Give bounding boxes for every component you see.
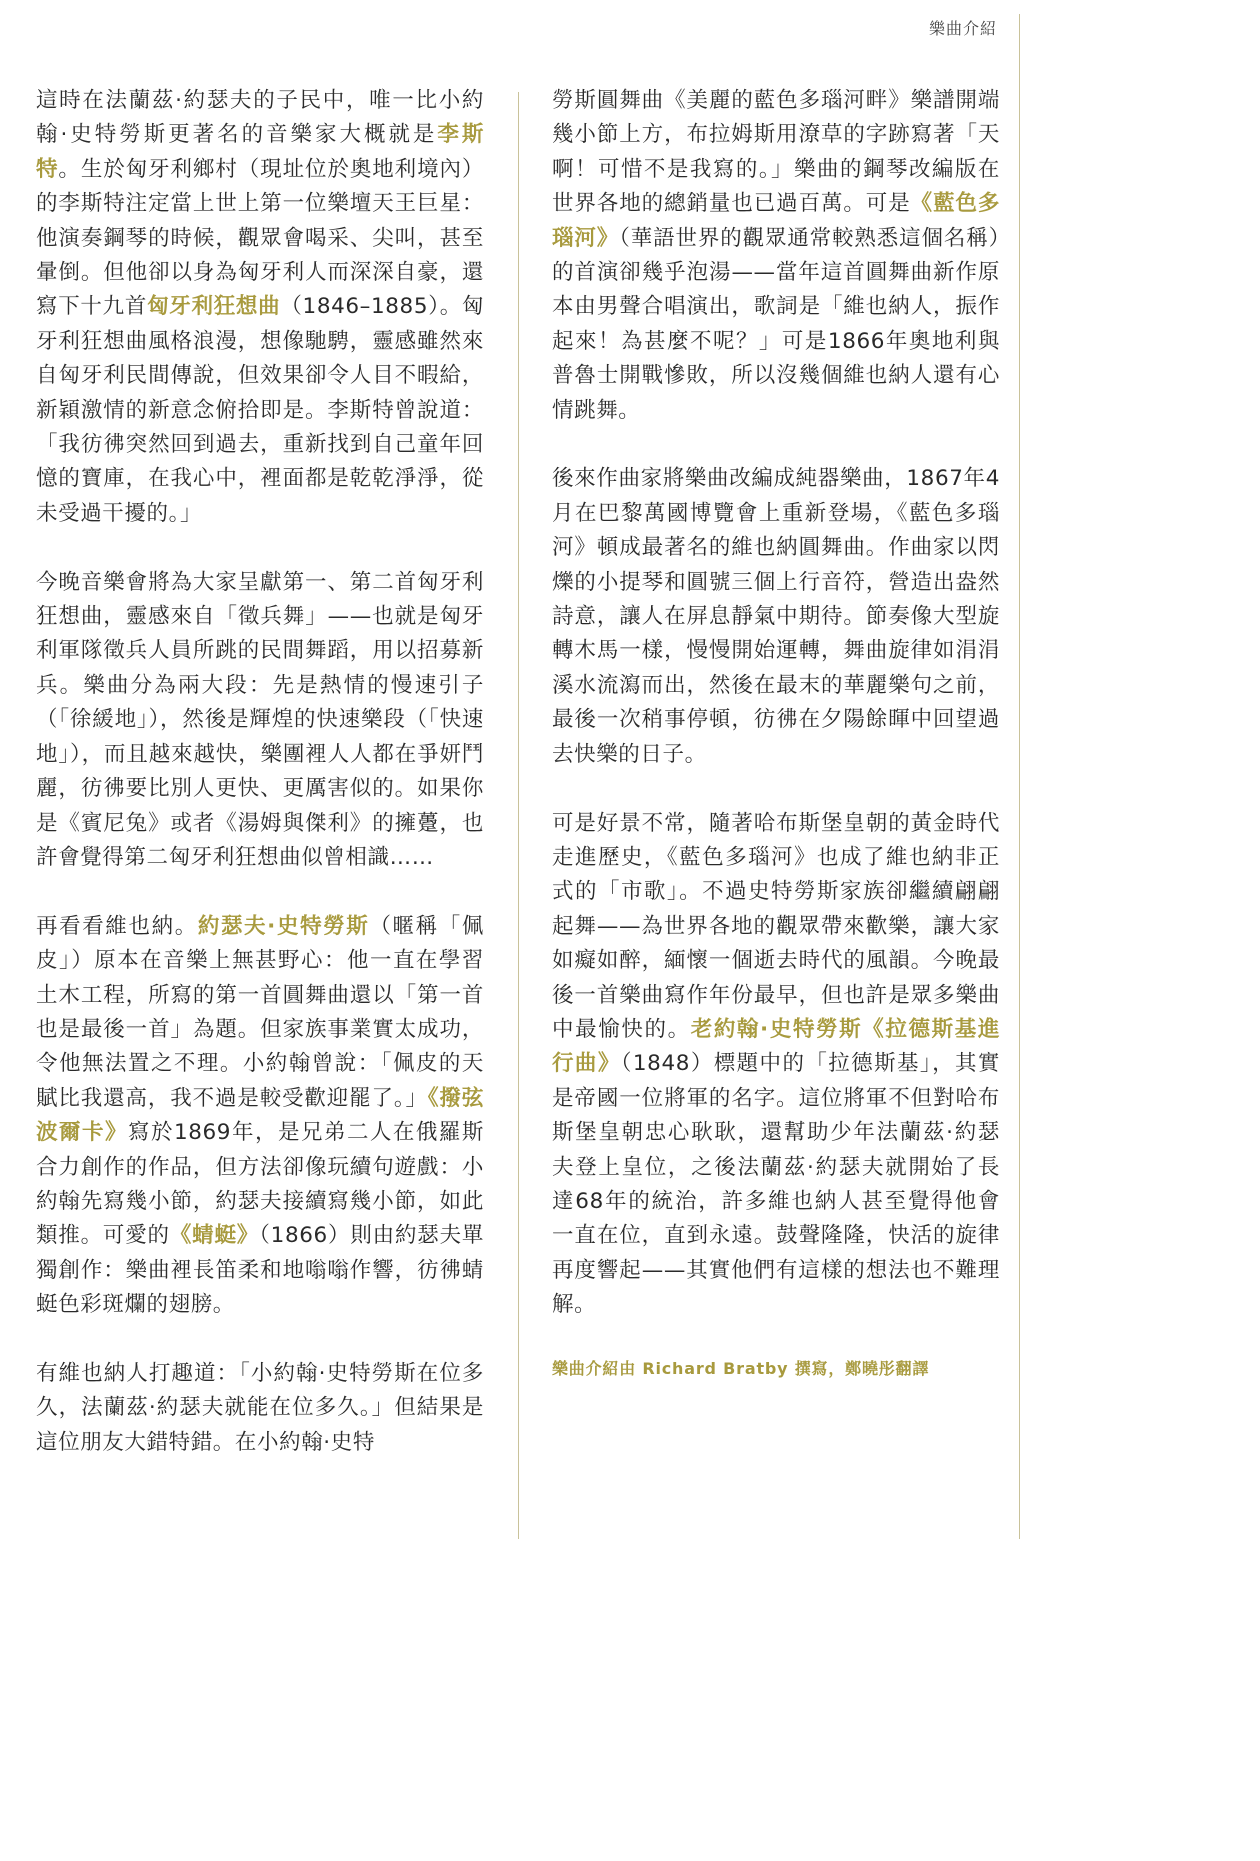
paragraph-vienna-joke: 有維也納人打趣道：「小約翰·史特勞斯在位多久，法蘭茲·約瑟夫就能在位多久。」但結果是這位朋友大錯特錯。在小約翰·史特 [36, 1360, 484, 1455]
section-header: 樂曲介紹 [928, 19, 997, 38]
paragraph-rhapsody-programme: 今晚音樂會將為大家呈獻第一、第二首匈牙利狂想曲，靈感來自「徵兵舞」——也就是匈牙利軍隊徵兵人員所跳的民間舞蹈，用以招募新兵。樂曲分為兩大段：先是熱情的慢速引子（「徐緩地」），然後是輝煌的快速樂段（「快速地」），而且越來越快，樂團裡人人都在爭妍鬥麗，彷彿要比別人更快、更厲害似的。如果你是《賓尼兔》或者《湯姆與傑利》的擁躉，也許會覺得第二匈牙利狂想曲似曾相識…… [36, 569, 484, 870]
text-run: （1848）標題中的「拉德斯基」，其實是帝國一位將軍的名字。這位將軍不但對哈布斯堡皇朝忠心耿耿，還幫助少年法蘭茲·約瑟夫登上皇位，之後法蘭茲·約瑟夫就開始了長達68年的統治，許多維也納人甚至覺得他會一直在位，直到永遠。鼓聲隆隆，快活的旋律再度響起——其實他們有這樣的想法也不難理解。 [552, 1051, 1000, 1318]
text-run: （暱稱「佩皮」）原本在音樂上無甚野心：他一直在學習土木工程，所寫的第一首圓舞曲還以「第一首也是最後一首」為題。但家族事業實太成功，令他無法置之不理。小約翰曾說：「佩皮的天賦比我還高，我不過是較受歡迎罷了。」 [36, 913, 485, 1111]
highlight-liszt: 李斯特 [36, 122, 484, 182]
text-run: （華語世界的觀眾通常較熟悉這個名稱）的首演卻幾乎泡湯——當年這首圓舞曲新作原本由男聲合唱演出，歌詞是「維也納人，振作起來！為甚麼不呢？」可是1866年奧地利與普魯士開戰慘敗，所以沒幾個維也納人還有心情跳舞。 [552, 225, 1000, 423]
highlight-blue-danube: 《藍色多瑙河》 [552, 191, 1001, 251]
page-edge-rule [1019, 14, 1020, 1539]
highlight-hungarian-rhapsody: 匈牙利狂想曲 [147, 294, 281, 320]
text-run: 勞斯圓舞曲《美麗的藍色多瑙河畔》樂譜開端幾小節上方，布拉姆斯用潦草的字跡寫著「天啊！可惜不是我寫的。」樂曲的鋼琴改編版在世界各地的總銷量也已過百萬。可是 [552, 88, 1000, 217]
text-run: （1846–1885）。匈牙利狂想曲風格浪漫，想像馳騁，靈感雖然來自匈牙利民間傳說，但效果卻令人目不暇給，新穎激情的新意念俯拾即是。李斯特曾說道：「我彷彿突然回到過去，重新找到自己童年回憶的寶庫，在我心中，裡面都是乾乾淨淨，從未受過干擾的。」 [36, 294, 484, 526]
text-run: 寫於1869年，是兄弟二人在俄羅斯合力創作的作品，但方法卻像玩續句遊戲：小約翰先寫幾小節，約瑟夫接續寫幾小節，如此類推。可愛的 [36, 1120, 485, 1249]
highlight-pizzicato-polka: 《撥弦波爾卡》 [36, 1085, 484, 1146]
column-divider [518, 92, 519, 1539]
left-column [36, 84, 484, 1495]
text-run: （1866）則由約瑟夫單獨創作：樂曲裡長笛柔和地嗡嗡作響，彷彿蜻蜓色彩斑爛的翅膀。 [36, 1223, 484, 1318]
text-run: 這時在法蘭茲·約瑟夫的子民中，唯一比小約翰·史特勞斯更著名的音樂家大概就是 [36, 88, 484, 148]
highlight-radetzky-march: 老約翰·史特勞斯《拉德斯基進行曲》 [552, 1016, 1000, 1077]
paragraph-blue-danube [552, 84, 1000, 428]
paragraph-josef-strauss [36, 910, 484, 1323]
right-column [552, 84, 1000, 1381]
author-credit: 樂曲介紹由 Richard Bratby 撰寫，鄭曉彤翻譯 [552, 1358, 930, 1378]
text-run: 再看看維也納。 [36, 913, 198, 939]
paragraph-radetzky [552, 807, 1000, 1323]
paragraph-orchestral-version: 後來作曲家將樂曲改編成純器樂曲，1867年4月在巴黎萬國博覽會上重新登場，《藍色多瑙河》頓成最著名的維也納圓舞曲。作曲家以閃爍的小提琴和圓號三個上行音符，營造出盎然詩意，讓人在屏息靜氣中期待。節奏像大型旋轉木馬一樣，慢慢開始運轉，舞曲旋律如涓涓溪水流瀉而出，然後在最末的華麗樂句之前，最後一次稍事停頓，彷彿在夕陽餘暉中回望過去快樂的日子。 [552, 466, 1000, 767]
paragraph-liszt [36, 84, 484, 531]
text-run: 。生於匈牙利鄉村（現址位於奧地利境內）的李斯特注定當上世上第一位樂壇天王巨星：他演奏鋼琴的時候，觀眾會喝采、尖叫，甚至暈倒。但他卻以身為匈牙利人而深深自豪，還寫下十九首 [36, 156, 484, 320]
text-run: 可是好景不常，隨著哈布斯堡皇朝的黃金時代走進歷史，《藍色多瑙河》也成了維也納非正式的「市歌」。不過史特勞斯家族卻繼續翩翩起舞——為世界各地的觀眾帶來歡樂，讓大家如癡如醉，緬懷一個逝去時代的風韻。今晚最後一首樂曲寫作年份最早，但也許是眾多樂曲中最愉快的。 [552, 810, 1000, 1042]
highlight-dragonfly: 《蜻蜓》 [169, 1223, 260, 1249]
highlight-josef-strauss: 約瑟夫·史特勞斯 [197, 913, 370, 939]
